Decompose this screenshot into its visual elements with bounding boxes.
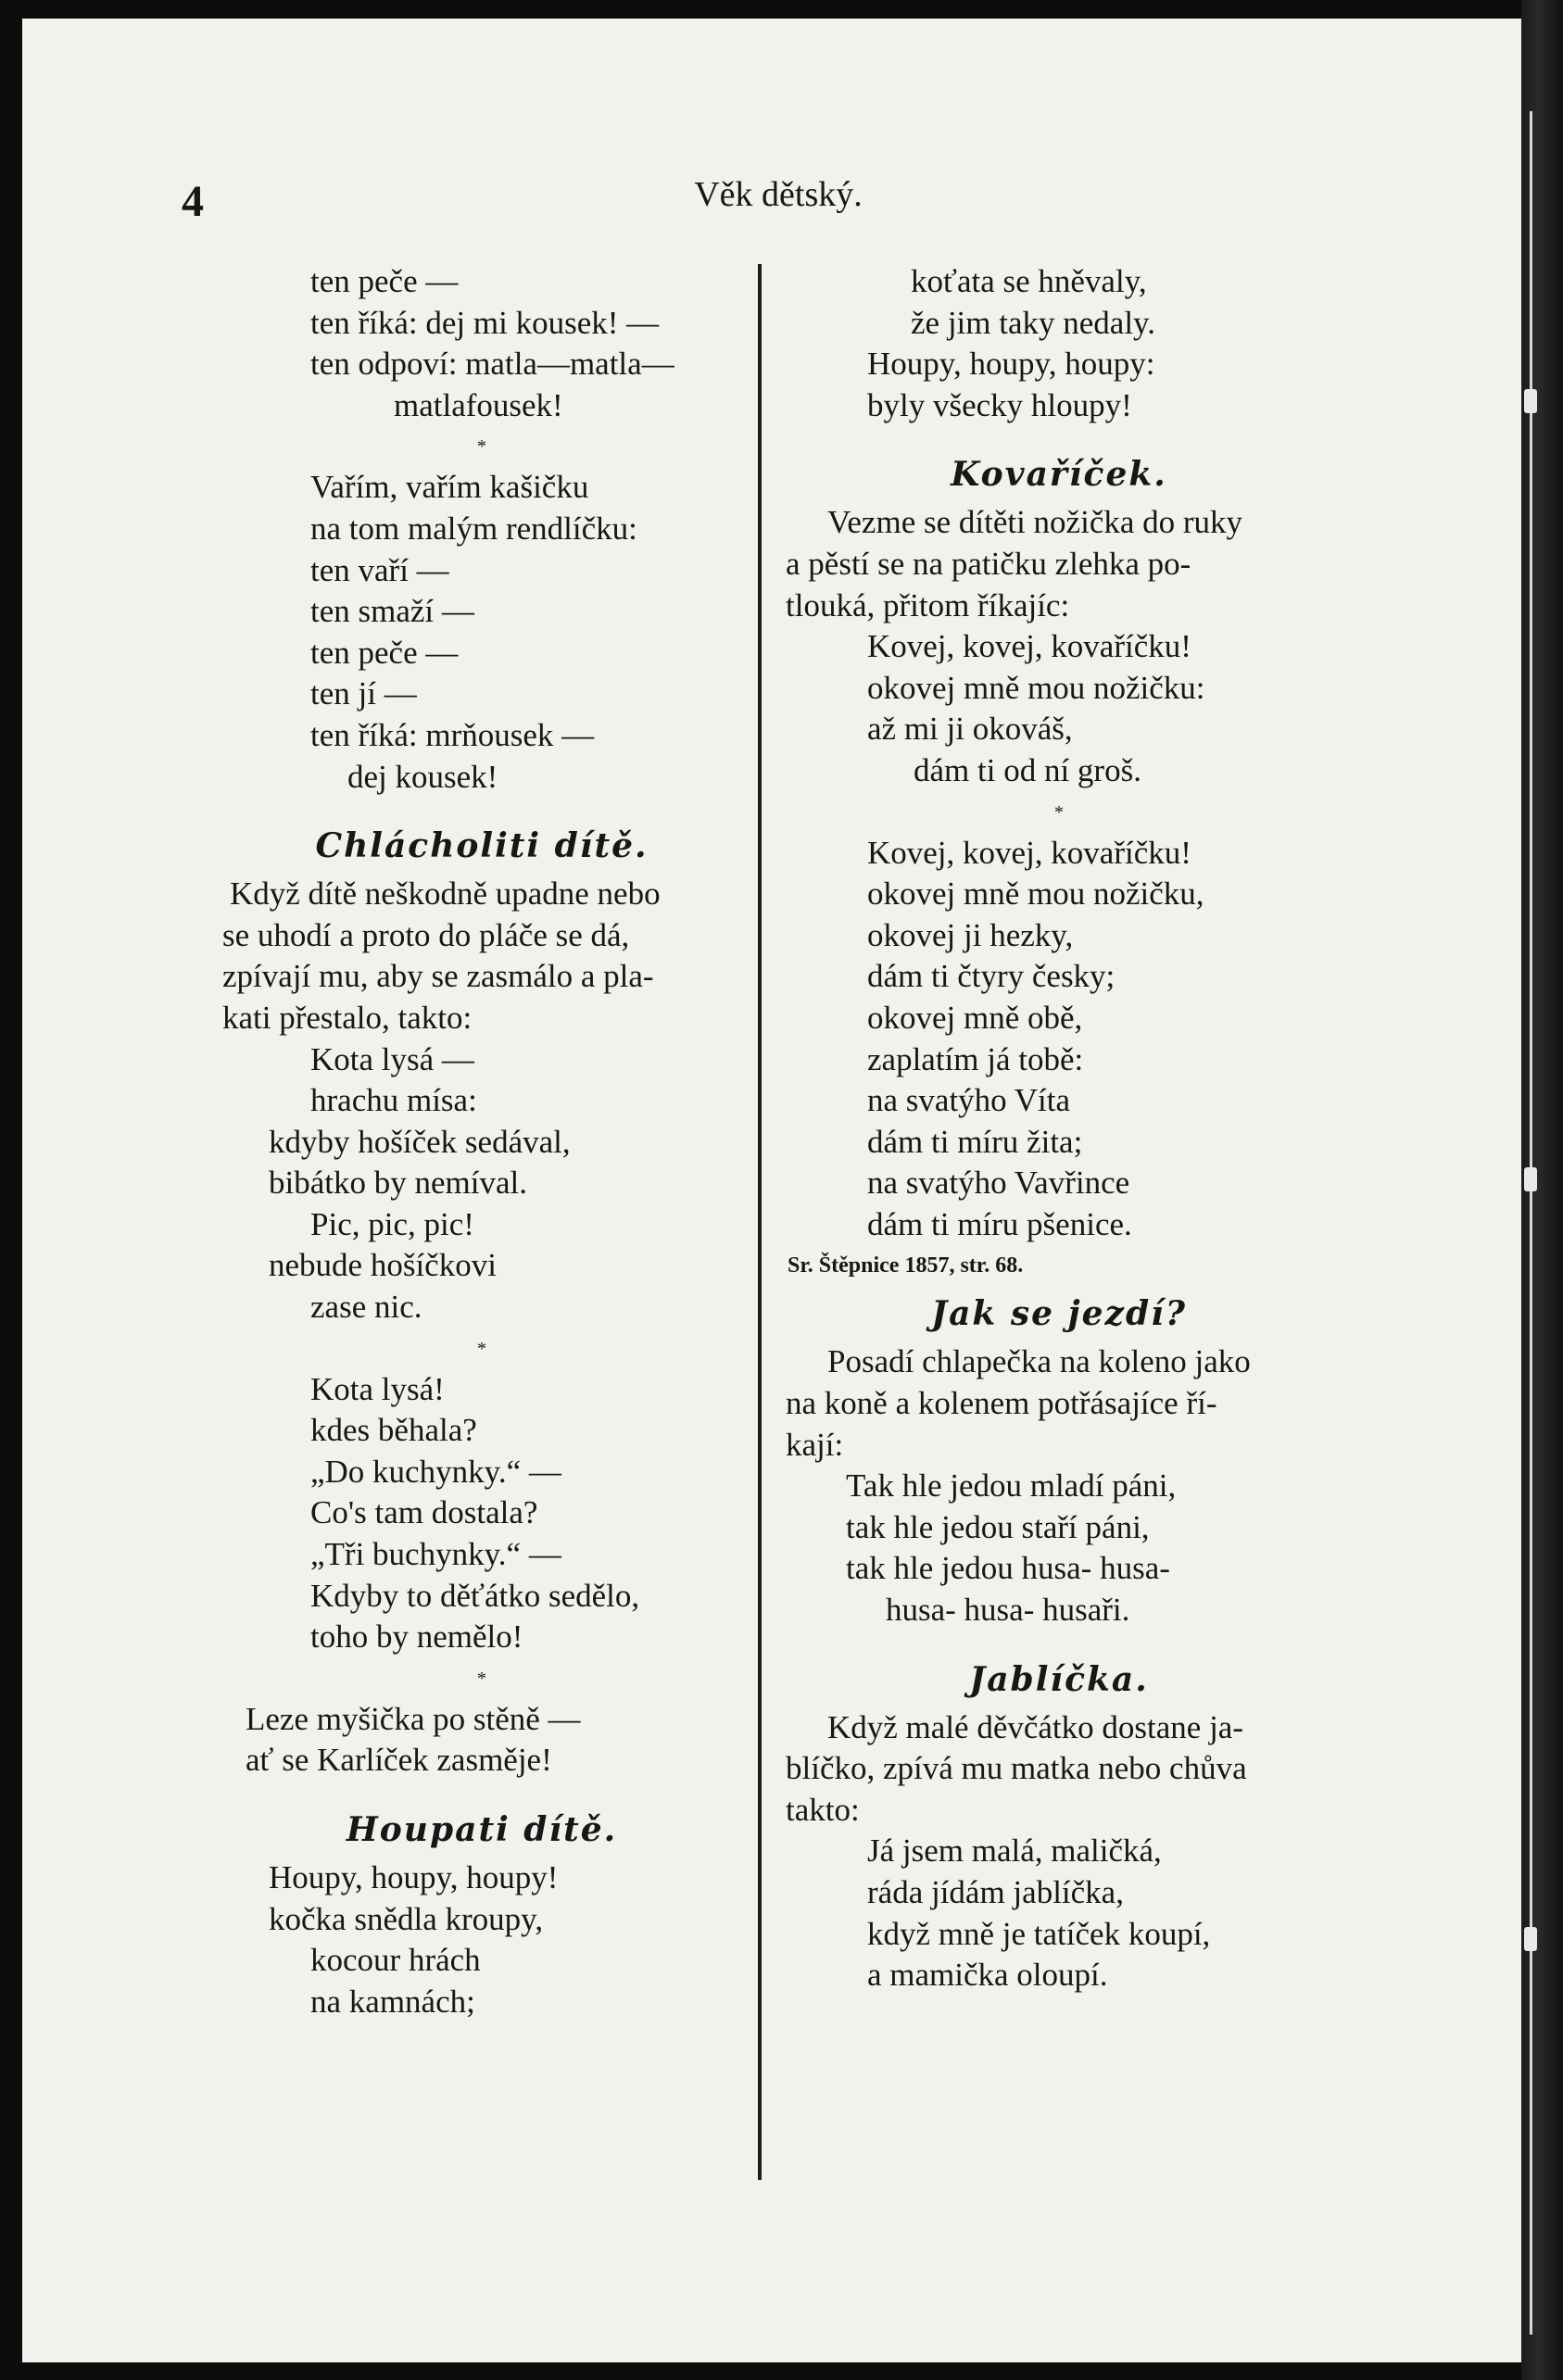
paragraph-line: kati přestalo, takto: <box>222 999 473 1036</box>
ornament: * <box>1054 801 1064 823</box>
verse <box>776 1831 1342 1996</box>
paragraph <box>776 502 1332 626</box>
verse-line: ráda jídám jablíčka, <box>867 1874 1124 1910</box>
verse-line: na svatýho Víta <box>867 1082 1071 1119</box>
verse-line: že jim taky nedaly. <box>911 304 1156 341</box>
verse <box>776 261 1342 426</box>
verse-line: dám ti od ní groš. <box>914 751 1141 788</box>
verse-line: Pic, pic, pic! <box>310 1205 474 1242</box>
verse-line: Vařím, vařím kašičku <box>310 469 589 506</box>
verse-line: Houpy, houpy, houpy: <box>867 346 1155 383</box>
verse-line: kocour hrách <box>310 1942 481 1979</box>
verse-line: okovej mně mou nožičku: <box>867 669 1205 706</box>
verse <box>222 1039 741 1329</box>
verse-line: okovej mně mou nožičku, <box>867 875 1204 913</box>
paragraph-line: Když dítě neškodně upadne nebo <box>230 875 661 913</box>
verse-line: ten říká: dej mi kousek! — <box>310 304 660 341</box>
scan-edge-line <box>1530 111 1532 2335</box>
verse-line: byly všecky hloupy! <box>867 386 1132 423</box>
verse-line: nebude hošíčkovi <box>269 1247 497 1284</box>
section-title: Houpati dítě. <box>346 1810 618 1849</box>
paragraph-line: se uhodí a proto do pláče se dá, <box>222 916 630 953</box>
section-title: Jablíčka. <box>969 1659 1149 1699</box>
verse-line: tak hle jedou staří páni, <box>846 1508 1150 1545</box>
verse-line: zaplatím já tobě: <box>867 1040 1084 1077</box>
verse-line: Kota lysá — <box>310 1040 474 1077</box>
paragraph-line: Vezme se dítěti nožička do ruky <box>827 504 1243 541</box>
verse-line: ten jí — <box>310 675 417 712</box>
paragraph-line: na koně a kolenem potřásajíce ří- <box>786 1385 1217 1422</box>
paragraph-line: Když malé děvčátko dostane ja- <box>827 1708 1243 1745</box>
verse-line: kdyby hošíček sedával, <box>269 1123 571 1160</box>
scan-edge-mark <box>1524 1927 1537 1951</box>
verse <box>222 1699 741 1782</box>
paragraph-line: tlouká, přitom říkajíc: <box>786 586 1070 623</box>
paragraph-line: a pěstí se na patičku zlehka po- <box>786 545 1191 582</box>
verse-line: na tom malým rendlíčku: <box>310 510 637 547</box>
verse-line: „Tři buchynky.“ — <box>310 1536 561 1573</box>
verse <box>776 1466 1342 1631</box>
section-title: Chlácholiti dítě. <box>315 826 649 866</box>
paragraph-line: takto: <box>786 1791 860 1828</box>
scan-edge-mark <box>1524 389 1537 413</box>
paragraph <box>222 874 732 1039</box>
verse-line: ten peče — <box>310 263 459 299</box>
verse-line: Tak hle jedou mladí páni, <box>846 1467 1177 1505</box>
verse <box>222 467 741 798</box>
verse-line: Kdyby to děťátko sedělo, <box>310 1577 640 1614</box>
section-title: Jak se jezdí? <box>931 1294 1187 1334</box>
paragraph-line: blíčko, zpívá mu matka nebo chůva <box>786 1750 1247 1787</box>
paragraph <box>776 1341 1332 1466</box>
verse-line: husa- husa- husaři. <box>886 1592 1130 1629</box>
paragraph <box>776 1707 1332 1832</box>
ornament: * <box>477 1338 486 1359</box>
paragraph-line: zpívají mu, aby se zasmálo a pla- <box>222 958 654 995</box>
verse-line: kočka snědla kroupy, <box>269 1900 544 1937</box>
verse-line: Leze myšička po stěně — <box>246 1700 581 1737</box>
verse-line: Já jsem malá, maličká, <box>867 1832 1162 1870</box>
verse-line: toho by nemělo! <box>310 1618 523 1656</box>
verse-line: okovej ji hezky, <box>867 916 1074 953</box>
verse-line: „Do kuchynky.“ — <box>310 1453 561 1490</box>
verse-line: ten říká: mrňousek — <box>310 716 595 753</box>
running-head: Věk dětský. <box>694 175 863 214</box>
verse-line: na kamnách; <box>310 1983 475 2020</box>
paragraph-line: Posadí chlapečka na koleno jako <box>827 1343 1251 1380</box>
scan-edge-mark <box>1524 1167 1537 1191</box>
right-column <box>776 261 1342 1996</box>
verse-line: kdes běhala? <box>310 1412 477 1449</box>
verse-line: matlafousek! <box>394 386 563 423</box>
verse-line: dám ti míru pšenice. <box>867 1205 1132 1242</box>
verse-line: když mně je tatíček koupí, <box>867 1915 1211 1952</box>
verse-line: a mamička oloupí. <box>867 1957 1108 1994</box>
verse <box>222 1369 741 1658</box>
verse-line: bibátko by nemíval. <box>269 1165 527 1202</box>
verse-line: Kota lysá! <box>310 1370 445 1407</box>
verse-line: Kovej, kovej, kovaříčku! <box>867 628 1191 665</box>
verse <box>222 261 741 426</box>
section-title: Kovaříček. <box>951 455 1167 495</box>
paragraph-line: kají: <box>786 1426 844 1463</box>
verse-line: Co's tam dostala? <box>310 1494 538 1531</box>
verse-line: zase nic. <box>310 1289 422 1326</box>
verse-line: na svatýho Vavřince <box>867 1165 1130 1202</box>
ornament: * <box>477 436 486 458</box>
verse-line: ten odpoví: matla—matla— <box>310 346 674 383</box>
verse-line: dám ti čtyry česky; <box>867 958 1116 995</box>
verse <box>776 626 1342 791</box>
left-column <box>222 261 741 2022</box>
verse-line: až mi ji okováš, <box>867 711 1073 748</box>
source-citation: Sr. Štěpnice 1857, str. 68. <box>788 1253 1024 1278</box>
verse-line: Houpy, houpy, houpy! <box>269 1859 559 1895</box>
verse-line: dej kousek! <box>347 758 498 795</box>
verse <box>222 1857 741 2022</box>
verse <box>776 833 1342 1246</box>
verse-line: tak hle jedou husa- husa- <box>846 1550 1170 1587</box>
verse-line: ať se Karlíček zasměje! <box>246 1742 552 1779</box>
verse-line: dám ti míru žita; <box>867 1123 1083 1160</box>
verse-line: okovej mně obě, <box>867 999 1083 1036</box>
verse-line: ten peče — <box>310 634 459 671</box>
verse-line: ten smaží — <box>310 593 474 630</box>
column-divider <box>758 264 762 2180</box>
verse-line: koťata se hněvaly, <box>911 263 1147 299</box>
ornament: * <box>477 1668 486 1689</box>
verse-line: ten vaří — <box>310 551 449 588</box>
page-number: 4 <box>182 177 204 226</box>
verse-line: Kovej, kovej, kovaříčku! <box>867 834 1191 871</box>
verse-line: hrachu mísa: <box>310 1082 477 1119</box>
